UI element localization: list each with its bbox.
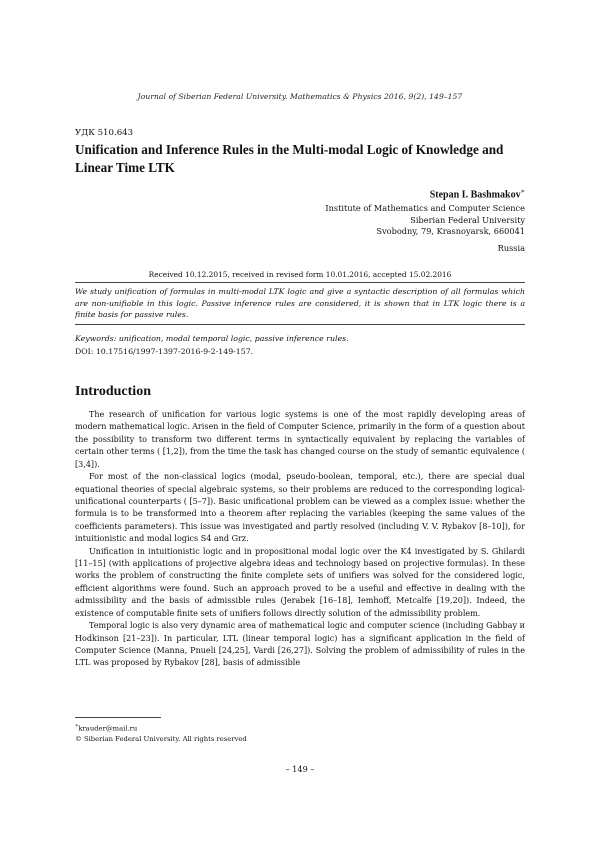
affiliation-line: Institute of Mathematics and Computer Science — [325, 203, 525, 213]
running-head: Journal of Siberian Federal University. Mathematics & Physics 2016, 9(2), 149–157 — [137, 92, 463, 101]
affiliation-line: Siberian Federal University — [410, 214, 525, 225]
footnote-copyright: © Siberian Federal University. All rights reserved — [75, 734, 247, 743]
paragraph: For most of the non-classical logics (modal, pseudo-boolean, temporal, etc.), there are special dual equational theories of special algebraic systems, so their problems are reduced to the corresponding logical-unificational counterparts ( [5–7]). Basic unificational problem can be viewed as a complex issue: whether the formula is to be transformed into a theorem after replacing the variables (keeping the same values of the coefficients parameters). This issue was investigated and partly resolved (including V. V. Rybakov [8–10]), for intuitionistic and modal logics S4 and Grz. — [75, 472, 525, 544]
footnotes — [75, 721, 247, 744]
author-affiliation — [325, 203, 525, 254]
author-name-text: Stepan I. Bashmakov — [429, 189, 521, 201]
footnote-email — [75, 721, 247, 734]
body-text — [75, 409, 525, 670]
email-address: krauder@mail.ru — [78, 724, 138, 733]
author-name — [430, 187, 525, 200]
abstract: We study unification of formulas in multi-modal LTK logic and give a syntactic description of all formulas which are non-unifiable in this logic. Passive inference rules are considered, it is shown that in LTK logic there is a finite basis for passive rules. — [75, 287, 525, 320]
paragraph: Temporal logic is also very dynamic area of mathematical logic and computer science (including Gabbay и Hodkinson [21–23]). In particular, LTL (linear temporal logic) has a significant application in the field of Computer Science (Manna, Pnueli [24,25], Vardi [26,27]). Solving the problem of admissibility of rules in the LTL was proposed by Rybakov [28], basis of admissible — [75, 621, 525, 668]
udc-code: УДК 510.643 — [75, 128, 134, 138]
affiliation-line: Svobodny, 79, Krasnoyarsk, 660041 — [376, 226, 525, 237]
doi: DOI: 10.17516/1997-1397-2016-9-2-149-157. — [75, 347, 254, 356]
received-dates: Received 10.12.2015, received in revised form 10.01.2016, accepted 15.02.2016 — [148, 270, 452, 279]
paragraph: Unification in intuitionistic logic and in propositional modal logic over the K4 investigated by S. Ghilardi [11–15] (with applications of projective algebra ideas and technology based on projective formulas). In these works the problem of constructing the finite complete sets of unifiers was solved for the considered logic, efficient algorithms were found. Such an approach proved to be a useful and effective in dealing with the admissibility and the basis of admissible rules (Jerabek [16–18], Iemhoff, Metcalfe [19,20]). Indeed, the existence of computable finite sets of unifiers follows directly solution of the admissibility problem. — [75, 546, 525, 618]
keywords: Keywords: unification, modal temporal logic, passive inference rules. — [75, 334, 349, 343]
author-footnote-mark: ∗ — [520, 188, 525, 195]
affiliation-country: Russia — [497, 242, 525, 253]
footnote-rule — [75, 717, 161, 718]
page-number: – 149 – — [285, 764, 315, 774]
abstract-bottom-rule — [75, 324, 525, 325]
paragraph: The research of unification for various logic systems is one of the most rapidly developing areas of modern mathematical logic. Arisen in the field of Computer Science, primarily in the form of a question about the possibility to transform two different terms in syntactically equivalent by replacing the variables of certain other terms ( [1,2]), from the time the task has changed course on the study of semantic equivalence ( [3,4]). — [75, 410, 525, 469]
section-title-introduction: Introduction — [75, 384, 151, 399]
article-title: Unification and Inference Rules in the Multi-modal Logic of Knowledge and Linear Time LTK — [75, 142, 504, 175]
abstract-top-rule — [75, 282, 525, 283]
footnote-mark: ∗ — [75, 723, 79, 729]
